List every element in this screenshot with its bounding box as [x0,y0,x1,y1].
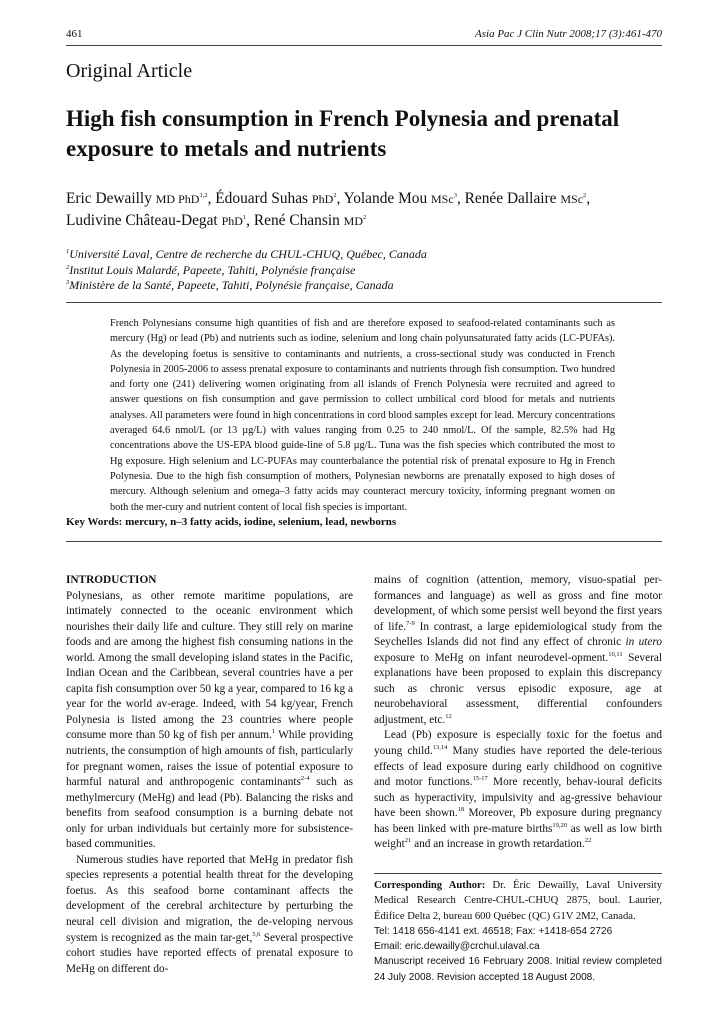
correspondence-rule [374,873,662,874]
author-degree: MSc [431,192,454,206]
author-affiliation-ref: 1 [242,213,247,221]
author-affiliation-ref: 2 [363,213,367,221]
author-degree: PhD [311,192,334,206]
right-column [374,573,662,853]
citation: 19,20 [552,821,568,829]
author-affiliation-ref: 2 [333,191,337,199]
author-name: René Chansin [253,212,340,229]
corresponding-author [374,878,662,924]
author-name: Édouard Suhas [215,190,309,207]
author-degree: MD [343,214,363,228]
citation: 21 [404,837,412,845]
abstract: French Polynesians consume high quantities of fish and are therefore exposed to seafood-related contaminants such as mercury (Hg) or lead (Pb) and nutrients such as iodine, selenium and long chain polyunsaturated fatty acids (LC-PUFAs). As the developing foetus is sensitive to contaminants and nutrients, a cross-sectional study was conducted in French Polynesia in 2005-2006 to assess prenatal exposure to contaminants and nutrients through fish consumption. Two hundred and forty one (241) delivering women originating from all islands of French Polynesia were recruited and agreed to answer questions on fish consumption and gave permission to collect umbilical cord blood for metals and nutrients analyses. All parameters were found in high concentrations in cord blood samples except for lead. Mercury concentrations averaged 64.6 nmol/L (or 13 µg/L) with values ranging from 0.25 to 240 nmol/L. Of the sample, 82.5% had Hg concentrations above the US-EPA blood guide-line of 5.8 µg/L. Tuna was the fish species which contributed the most to Hg exposure. High selenium and LC-PUFAs may counterbalance the potential risk of prenatal exposure to Hg in French Polynesia. Due to the high fish consumption of mothers, Polynesian newborns are prenatally exposed to high doses of mercury. Although selenium and omega–3 fatty acids may counteract mercury toxicity, informing pregnant women on both the mer-cury and nutrient content of local fish species is important. [110,318,615,513]
author-list: Eric Dewailly MD PhD$^{1,2}$, Édouard Suhas PhD$^2$, Yolande Mou MSc$^3$, Renée Dallaire MSc$^2$, Ludivine Château-Degat PhD$^1$, René Chansin $MD^2$ [66,190,591,229]
corresponding-author-address: Dr. Éric Dewailly, Laval University Medical Research Centre-CHUL-CHUQ 2875, boul. Laurier, Édifice Delta 2, bureau 600 Québec (QC) G1V 2M2, Canada. [374,880,663,922]
page-number: 461 [66,28,83,40]
paragraph: Numerous studies have reported that MeHg in predator fish species represents a potential health threat for the developing foetus. As this seafood borne contaminant affects the development of the cerebral architecture by perturbing the neural cell division and migration, the de-veloping nervous system is recognized as the main tar-get,$^{5,6}$ Several prospective cohort studies have reported effects of prenatal exposure to MeHg on different do- [66,853,353,975]
citation: 7-9 [406,619,415,627]
author-name: Eric Dewailly [66,190,152,207]
paragraph: Lead (Pb) exposure is especially toxic for the foetus and young child.$^{13,14}$ Many studies have reported the dele-terious effects of lead exposure during early childhood on cognitive and motor functions.$^{15-17}$ More recently, behav-ioural deficits such as hyperactivity, impulsivity and ag-gressive behaviour have been shown.$^{18}$ Moreover, Pb exposure during pregnancy has been linked with pre-mature births$^{19,20}$ as well as low birth weight$^{21}$ and an increase in growth retardation.$^{22}$ [374,729,662,851]
author-name: Renée Dallaire [464,190,557,207]
citation: 15-17 [472,775,488,783]
header-rule [66,45,662,46]
affiliation-number: 1 [66,248,70,255]
affiliation-text: Institut Louis Malardé, Papeete, Tahiti, Polynésie française [69,262,356,277]
manuscript-history: Manuscript received 16 February 2008. Initial review completed 24 July 2008. Revision accepted 18 August 2008. [374,956,662,983]
abstract-bottom-rule [66,541,662,542]
author-name: Yolande Mou [343,190,428,207]
paper-title: High fish consumption in French Polynesia and prenatal exposure to metals and nutrients [66,106,620,161]
author-degree: MD PhD [155,192,200,206]
paragraph: Polynesians, as other remote maritime populations, are intimately connected to the oceanic environment which nourishes their daily life and culture. They still rely on marine foods and are among the highest fish consuming nations in the world. Among the small developing island states in the Pacific, Indian Ocean and the Caribbean, several countries have a per capita fish consumption over 50 kg a year, compared to 16 kg a year for the world av-erage. Indeed, with 54 kg/year, French Polynesia is listed among the 23 countries where people consume more than 50 kg of fish per annum.$^1$ While providing nutrients, the consumption of high amounts of fish, particularly for pregnant women, raises the issue of potential exposure to harmful natural and anthropogenic contaminants$^{2-4}$ such as methylmercury (MeHg) and lead (Pb). Balancing the risks and benefits from seafood consumption is a burning debate not only for urban individuals but certainly more for subsistence-based communities. [66,589,353,851]
journal-reference: Asia Pac J Clin Nutr 2008;17 (3):461-470 [475,28,662,40]
citation: 13,14 [432,744,448,752]
citation: 2-4 [300,775,310,783]
citation: 1 [271,728,276,736]
author-degree: MSc [560,192,584,206]
paragraph: mains of cognition (attention, memory, visuo-spatial per-formances and language) as well as gross and fine motor development, of which some persist well beyond the first years of life.$^{7-9}$ In contrast, a large epidemiological study from the Seychelles Islands did not find any effect of chronic in utero exposure to MeHg on infant neurodevel-opment.$^{10,11}$ Several explanations have been proposed to explain this discrepancy such as chronic versus episodic exposure, age at neurobehavioral assessment, differential confounders adjustment, etc.$^{12}$ [374,574,662,726]
abstract-top-rule [66,302,662,303]
article-type: Original Article [66,60,193,82]
author-name: Ludivine Château-Degat [66,212,218,229]
citation: 18 [457,806,465,814]
correspondence-block [374,878,662,985]
affiliation-item [66,278,666,294]
affiliation-text: Ministère de la Santé, Papeete, Tahiti, Polynésie française, Canada [69,278,394,292]
author-affiliation-ref: 1,2 [199,191,208,199]
affiliation-item [66,247,666,263]
affiliation-item [66,263,666,279]
keywords: Key Words: mercury, n–3 fatty acids, iodine, selenium, lead, newborns [66,516,397,528]
contact-phone: Tel: 1418 656-4141 ext. 46518; Fax: +1418-654 2726 [374,925,613,937]
citation: 5,6 [252,930,261,938]
affiliation-number: 2 [66,263,70,271]
citation: 10,11 [608,650,623,658]
section-heading: INTRODUCTION [66,574,157,586]
left-column [66,573,353,977]
affiliations [66,247,666,294]
affiliation-text: Université Laval, Centre de recherche du CHUL-CHUQ, Québec, Canada [69,247,427,261]
citation: 22 [584,837,592,845]
citation: 12 [445,713,452,721]
contact-email: Email: eric.dewailly@crchul.ulaval.ca [374,941,540,953]
affiliation-number: 3 [66,279,70,286]
corresponding-author-label: Corresponding Author: [374,880,486,891]
author-affiliation-ref: 3 [453,191,457,199]
author-degree: PhD [221,214,243,228]
author-affiliation-ref: 2 [583,191,587,199]
